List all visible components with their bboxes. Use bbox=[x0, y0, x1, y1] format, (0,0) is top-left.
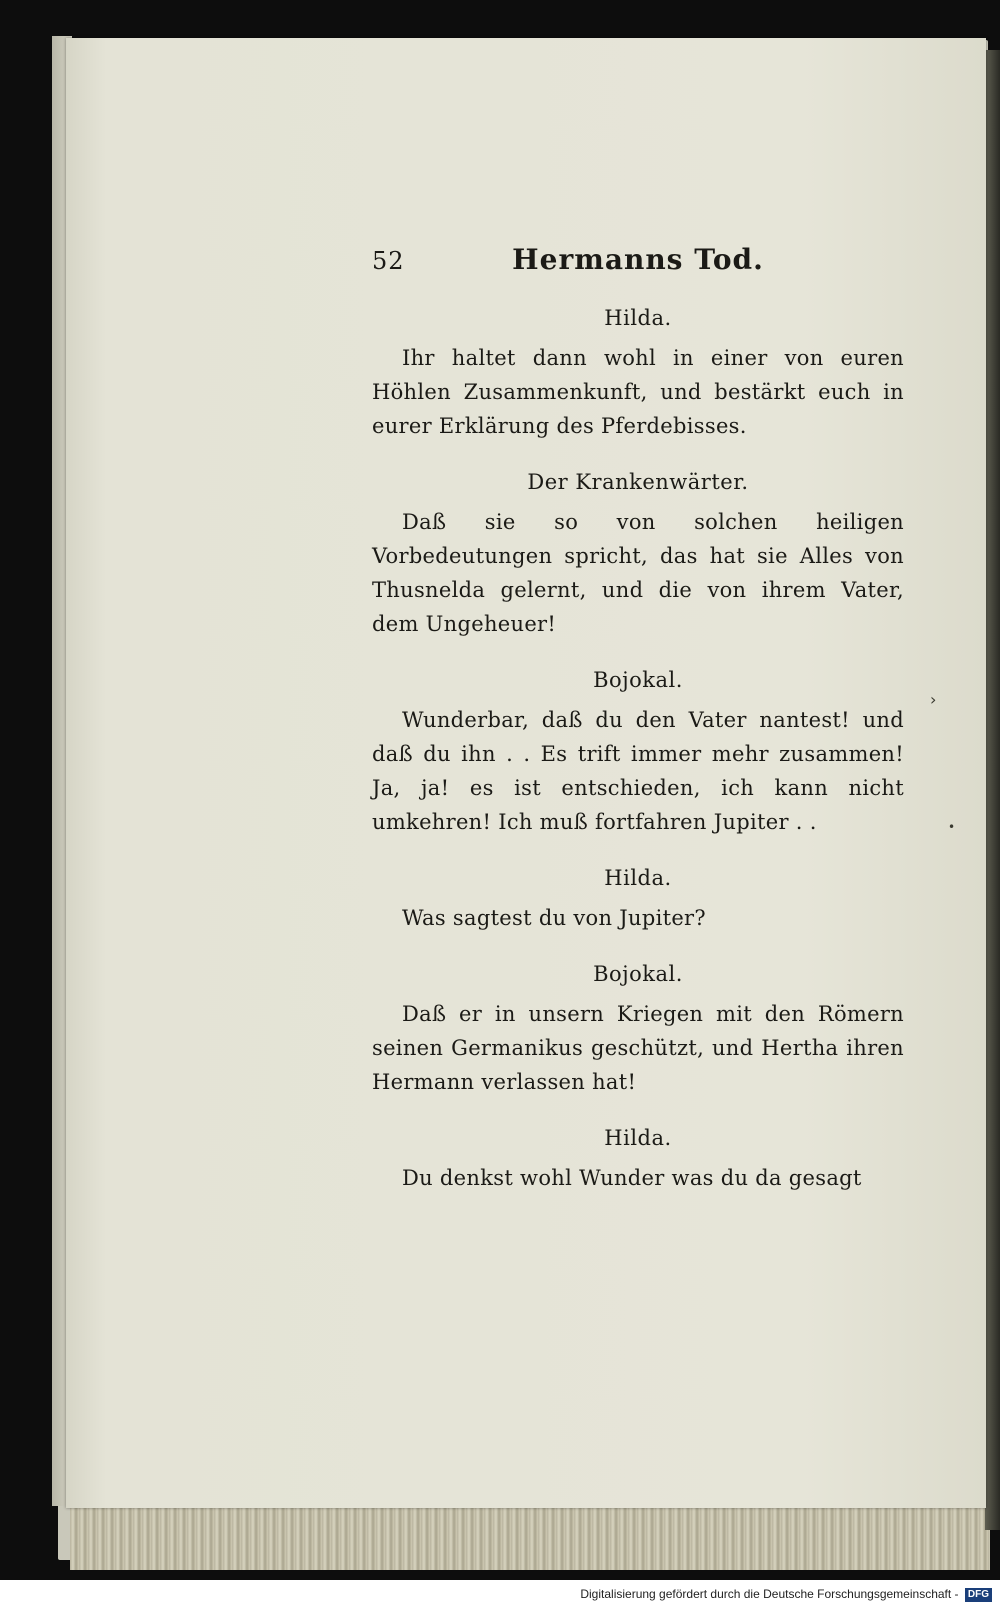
dialogue-entry bbox=[372, 465, 904, 641]
book-cover-edge bbox=[985, 50, 1000, 1530]
running-title: Hermanns Tod. bbox=[512, 243, 764, 276]
speaker-name: Bojokal. bbox=[593, 962, 683, 986]
digitization-credit-bar bbox=[0, 1580, 1000, 1608]
speaker-name: Hilda. bbox=[604, 866, 672, 890]
dialogue-entry bbox=[372, 861, 904, 935]
margin-mark: › bbox=[930, 690, 937, 709]
running-head bbox=[372, 243, 904, 283]
dialogue-entry bbox=[372, 301, 904, 443]
page-text-block bbox=[372, 243, 904, 1195]
speech-text: Daß er in unsern Kriegen mit den Römern seinen Germanikus geschützt, und Hertha ihren Hermann verlassen hat! bbox=[372, 1002, 904, 1094]
credit-text: Digitalisierung gefördert durch die Deutsche Forschungsgemeinschaft - bbox=[580, 1587, 959, 1601]
speaker-name: Bojokal. bbox=[593, 668, 683, 692]
margin-dot: • bbox=[948, 820, 956, 834]
speaker-name: Hilda. bbox=[604, 1126, 672, 1150]
page-number: 52 bbox=[372, 247, 405, 275]
speaker-name: Der Krankenwärter. bbox=[527, 470, 749, 494]
dialogue-entry bbox=[372, 957, 904, 1099]
speech-text: Du denkst wohl Wunder was du da gesagt bbox=[402, 1166, 862, 1190]
speech-text: Was sagtest du von Jupiter? bbox=[402, 906, 706, 930]
speaker-name: Hilda. bbox=[604, 306, 672, 330]
speech-text: Ihr haltet dann wohl in einer von euren Höhlen Zusammenkunft, und bestärkt euch in eurer Erklärung des Pferdebisses. bbox=[372, 346, 904, 438]
dialogue-entry bbox=[372, 1121, 904, 1195]
speech-text: Wunderbar, daß du den Vater nantest! und daß du ihn . . Es trift immer mehr zusammen! Ja, ja! es ist entschieden, ich kann nicht umkehren! Ich muß fortfahren Jupiter . . bbox=[372, 708, 904, 834]
dialogue-entry bbox=[372, 663, 904, 839]
dfg-logo: DFG bbox=[965, 1588, 992, 1602]
speech-text: Daß sie so von solchen heiligen Vorbedeutungen spricht, das hat sie Alles von Thusnelda gelernt, und die von ihrem Vater, dem Ungeheuer! bbox=[372, 510, 904, 636]
